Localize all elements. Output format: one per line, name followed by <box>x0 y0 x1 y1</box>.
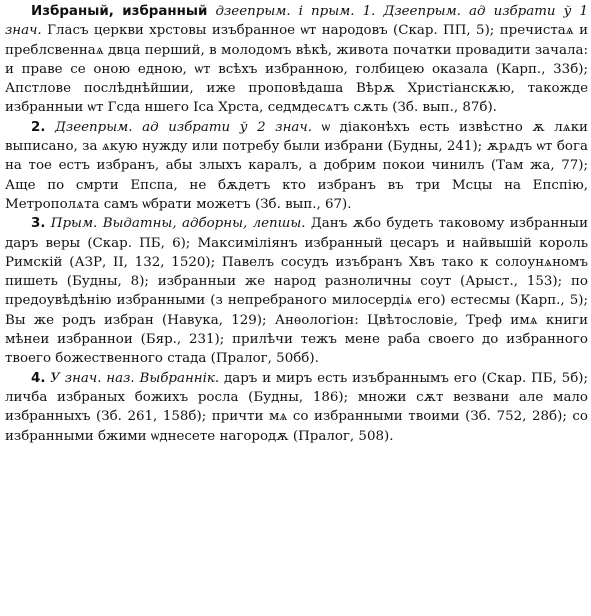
sense-1-text: Гласъ церкви хрстовы изъбранное ѡт народовъ (Скар. ПП, 5); пречистаѧ и преблсвеннаѧ двца перший, в молодомъ вѣкѣ, живота початки провадити зачала: и праве се оною едною, ѡт всѣхъ избранною, голбицею оказала (Карп., 33б); Апстлове послѣднѣйшии, иже проповѣдаша Вѣрѫ Христіанскѫю, такожде избранныи ѡт Гсда ншего Іса Хрста, седмдесѧтъ сѫть (Зб. вып., 87б). <box>5 23 588 116</box>
entry-sense-4 <box>5 369 588 446</box>
sense-3-text: Данъ ѫбо будеть таковому избранныи даръ веры (Скар. ПБ, 6); Максиміліянъ избранный цесаръ и найвышій король Римскій (АЗР, II, 132, 1520); Павелъ сосудъ изъбранъ Хвъ тако к солоунѧномъ пишеть (Будны, 8); избранныи же народ разноличны соут (Арыст., 153); по предоувѣдѣнію избранными (з непребраного милосердіѧ его) естесмы (Карп., 5); Вы же родъ избран (Навука, 129); Анѳологіон: Цвѣтословіе, Треф имѧ книги мѣнеи избраннои (Бяр., 231); прилѣчи тежъ мене раба своего до избранного твоего божественного стада (Пралог, 50бб). <box>5 216 588 367</box>
sense-2-gloss: Дзеeпрым. ад избрати ў 2 знач. <box>55 119 312 135</box>
sense-3-gloss: Прым. Выдатны, адборны, лепшы. <box>50 216 306 232</box>
headword: Избраный, избранный <box>31 4 208 19</box>
sense-4-number: 4. <box>31 370 46 386</box>
entry-sense-3 <box>5 214 588 368</box>
sense-4-gloss: У знач. наз. Выбраннік. <box>50 370 220 386</box>
entry-sense-1 <box>5 2 588 118</box>
sense-4-text: даръ и миръ есть изъбраннымъ его (Скар. ПБ, 5б); личба избраных божихъ росла (Будны, 186); множи сѫт везвани але мало избранныхъ (Зб. 261, 158б); причти мѧ со избранными твоими (Зб. 752, 28б); со избранными бжими ѡднесете нагородѫ (Пралог, 508). <box>5 370 588 444</box>
sense-2-text: ѡ діаконѣхъ есть извѣстно ѫ лѧки выписано, за ѧкую нужду или потребу были избрани (Будны, 241); ѫрѧдъ ѡт бога на тое естъ избранъ, абы злыхъ каралъ, а добрим покои чинилъ (Там жа, 77); Аще по смрти Епспа, не бѫдетъ кто избранъ въ три Мсцы на Епспію, Метрополѧта самъ ѡбрати можетъ (Зб. вып., 67). <box>5 119 588 212</box>
sense-1-gloss: дзеeпрым. і прым. 1. Дзеeпрым. ад избрати ў 1 знач. <box>5 4 588 39</box>
sense-3-number: 3. <box>31 216 46 232</box>
entry-sense-2 <box>5 118 588 214</box>
sense-2-number: 2. <box>31 119 46 135</box>
